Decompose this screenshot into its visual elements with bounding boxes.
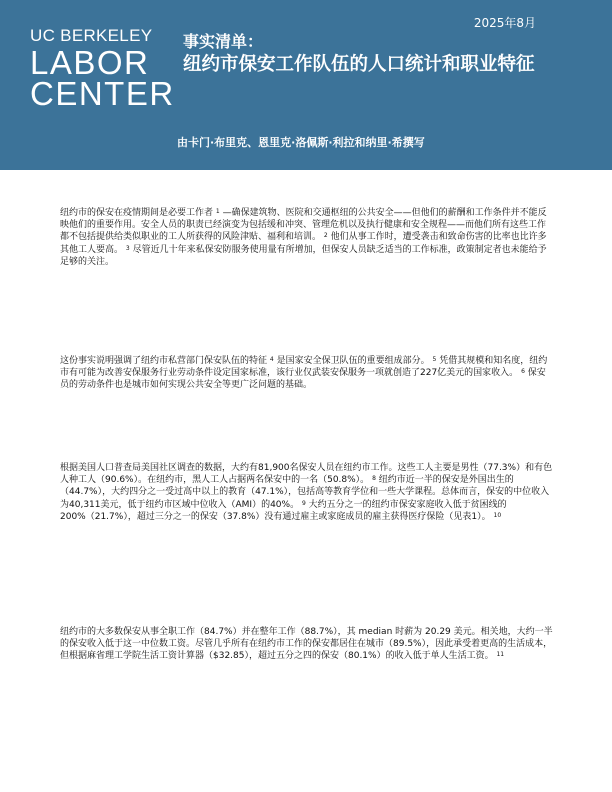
footnote-ref-10[interactable]: 10 (493, 511, 502, 519)
publication-date: 2025年8月 (473, 16, 536, 30)
logo-line-labor: LABOR (30, 44, 150, 81)
paragraph-text: 是国家安全保卫队伍的重要组成部分。 (276, 356, 430, 366)
footnote-ref-8[interactable]: 8 (372, 475, 376, 483)
uc-berkeley-labor-center-logo (30, 26, 175, 112)
footnote-ref-4[interactable]: 4 (269, 356, 274, 363)
paragraph-2 (60, 355, 554, 392)
footnote-ref-11[interactable]: 11 (496, 651, 505, 659)
paragraph-4 (60, 626, 554, 663)
paragraph-text: 这份事实说明强调了纽约市私营部门保安队伍的特征 (60, 356, 268, 366)
paragraph-text: 凭借其规模和知名度，纽约市有可能为改善安保服务行业劳动条件设定国家标准，该行业仅武装安保服务一项就创造了227亿美元的国家收入。 (60, 356, 548, 379)
paragraph-text: 大约五分之一的纽约市保安家庭收入低于贫困线的200%（21.7%），超过三分之一的保安（37.8%）没有通过雇主或家庭成员的雇主获得医疗保险（见表1）。 (60, 499, 507, 522)
author-byline: 由卡门·布里克、恩里克·洛佩斯·利拉和纳里·希撰写 (177, 136, 425, 149)
footnote-ref-3[interactable]: 3 (125, 244, 130, 252)
paragraph-text: 根据美国人口普查局美国社区调查的数据，大约有81,900名保安人员在纽约市工作。这些工人主要是男性（77.3%）和有色人种工人（90.6%）。在纽约市，黑人工人占据两名保安中的一名（50.8%）。 (60, 463, 553, 486)
title-block (183, 32, 593, 77)
footnote-ref-9[interactable]: 9 (301, 499, 306, 507)
footnote-ref-5[interactable]: 5 (432, 356, 437, 363)
paragraph-text: 他们从事工作时，遭受袭击和致命伤害的比率也比许多其他工人要高。 (60, 232, 547, 255)
paragraph-text: 尽管近几十年来私保安防服务使用量有所增加，但保安人员缺乏适当的工作标准，政策制定者也未能给予足够的关注。 (60, 244, 547, 267)
header-banner (0, 0, 612, 170)
footnote-ref-2[interactable]: 2 (323, 232, 328, 240)
logo-line-uc-berkeley: UC BERKELEY (30, 26, 153, 45)
page-title: 纽约市保安工作队伍的人口统计和职业特征 (183, 54, 535, 75)
paragraph-text: 纽约市近一半的保安是外国出生的（44.7%），大约四分之一受过高中以上的教育（47.1%），包括高等教育学位和一些大学课程。总体而言，保安的中位收入为40,311美元，低于纽约市区域中位收入（AMI）的40%。 (60, 475, 550, 510)
footnote-ref-1[interactable]: 1 (215, 208, 220, 215)
paragraph-text: 纽约市的保安在疫情期间是必要工作者 (60, 208, 214, 218)
logo-line-center: CENTER (30, 75, 175, 112)
paragraph-text: 纽约市的大多数保安从事全职工作（84.7%）并在整年工作（88.7%），其 median 时薪为 20.29 美元。相关地，大约一半的保安收入低于这一中位数工资。尽管几乎所有在纽约市工作的保安都居住在城市（89.5%），因此承受着更高的生活成本，但根据麻省理工学院生活工资计算器（$32.85），超过五分之四的保安（80.1%）的收入低于单人生活工资。 (60, 627, 553, 662)
paragraph-1 (60, 207, 554, 268)
footnote-ref-6[interactable]: 6 (521, 368, 525, 376)
paragraph-text: —确保建筑物、医院和交通枢纽的公共安全——但他们的薪酬和工作条件并不能反映他们的重要作用。安全人员的职责已经演变为包括缓和冲突、管理危机以及执行健康和安全规程——而他们所有这些工作都不包括提供给类似职业的工人所获得的风险津贴、福利和培训。 (60, 208, 547, 243)
paragraph-3 (60, 462, 554, 523)
document-type-label: 事实清单： (183, 32, 264, 51)
paragraph-text: 保安员的劳动条件也是城市如何实现公共安全等更广泛问题的基础。 (60, 368, 546, 391)
